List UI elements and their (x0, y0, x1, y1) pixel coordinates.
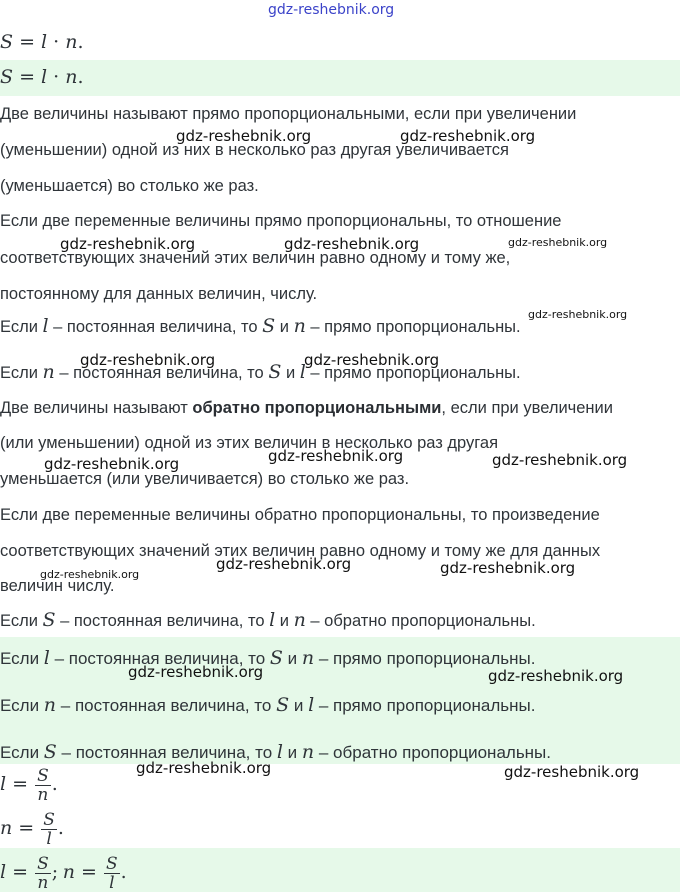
direct-property-line: постоянному для данных величин, числу. (0, 285, 318, 303)
watermark: gdz-reshebnik.org (508, 236, 608, 249)
statement-s-constant: Если S – постоянная величина, то l и n – обратно пропорциональны. (0, 609, 536, 631)
fraction: $\frac{S}{l}$ (43, 810, 55, 850)
formula-n-equals-s-over-l: n = $\frac{S}{l}$ . (0, 810, 64, 850)
watermark: gdz-reshebnik.org (136, 759, 272, 777)
watermark: gdz-reshebnik.org (44, 455, 180, 473)
watermark: gdz-reshebnik.org (268, 447, 404, 465)
watermark: gdz-reshebnik.org (80, 351, 216, 369)
watermark: gdz-reshebnik.org (128, 663, 264, 681)
fraction: $\frac{S}{n}$ (37, 766, 49, 806)
highlight-band (0, 60, 680, 96)
statement-l-constant: Если l – постоянная величина, то S и n – прямо пропорциональны. (0, 315, 521, 337)
watermark: gdz-reshebnik.org (304, 351, 440, 369)
summary-statement-n-constant: Если n – постоянная величина, то S и l – прямо пропорциональны. (0, 694, 536, 716)
direct-definition-line: (уменьшении) одной из них в несколько раз другая увеличивается (0, 141, 509, 159)
inverse-definition-line: уменьшается (или увеличивается) во столько же раз. (0, 470, 410, 488)
watermark: gdz-reshebnik.org (440, 559, 576, 577)
formula-final: l = $\frac{S}{n}$ ; n = $\frac{S}{l}$ . (0, 854, 127, 893)
summary-statement-s-constant: Если S – постоянная величина, то l и n – обратно пропорциональны. (0, 741, 552, 763)
watermark: gdz-reshebnik.org (216, 555, 352, 573)
inverse-definition-line: Две величины называют обратно пропорциональными, если при увеличении (0, 399, 613, 417)
watermark: gdz-reshebnik.org (400, 127, 536, 145)
direct-definition-line: Две величины называют прямо пропорциональными, если при увеличении (0, 105, 577, 123)
watermark: gdz-reshebnik.org (40, 568, 140, 581)
watermark: gdz-reshebnik.org (268, 2, 395, 18)
direct-property-line: соответствующих значений этих величин равно одному и тому же, (0, 249, 511, 267)
inverse-property-line: Если две переменные величины обратно пропорциональны, то произведение (0, 506, 600, 524)
inverse-definition-line: (или уменьшении) одной из этих величин в несколько раз другая (0, 434, 499, 452)
watermark: gdz-reshebnik.org (488, 667, 624, 685)
watermark: gdz-reshebnik.org (492, 451, 628, 469)
inverse-property-line: величин числу. (0, 577, 115, 595)
formula-s: S = l · n. (0, 31, 84, 53)
formula-s-highlighted: S = l · n. (0, 66, 84, 88)
watermark: gdz-reshebnik.org (176, 127, 312, 145)
watermark: gdz-reshebnik.org (504, 763, 640, 781)
direct-property-line: Если две переменные величины прямо пропорциональны, то отношение (0, 212, 562, 230)
watermark: gdz-reshebnik.org (528, 308, 628, 321)
fraction: $\frac{S}{n}$ (37, 854, 49, 893)
summary-statement-l-constant: Если l – постоянная величина, то S и n – прямо пропорциональны. (0, 647, 536, 669)
statement-n-constant: Если n – постоянная величина, то S и l – прямо пропорциональны. (0, 361, 521, 383)
watermark: gdz-reshebnik.org (60, 235, 196, 253)
formula-l-equals-s-over-n: l = $\frac{S}{n}$ . (0, 766, 58, 806)
watermark: gdz-reshebnik.org (284, 235, 420, 253)
fraction: $\frac{S}{l}$ (105, 854, 118, 893)
inverse-property-line: соответствующих значений этих величин равно одному и тому же для данных (0, 542, 601, 560)
direct-definition-line: (уменьшается) во столько же раз. (0, 177, 259, 195)
